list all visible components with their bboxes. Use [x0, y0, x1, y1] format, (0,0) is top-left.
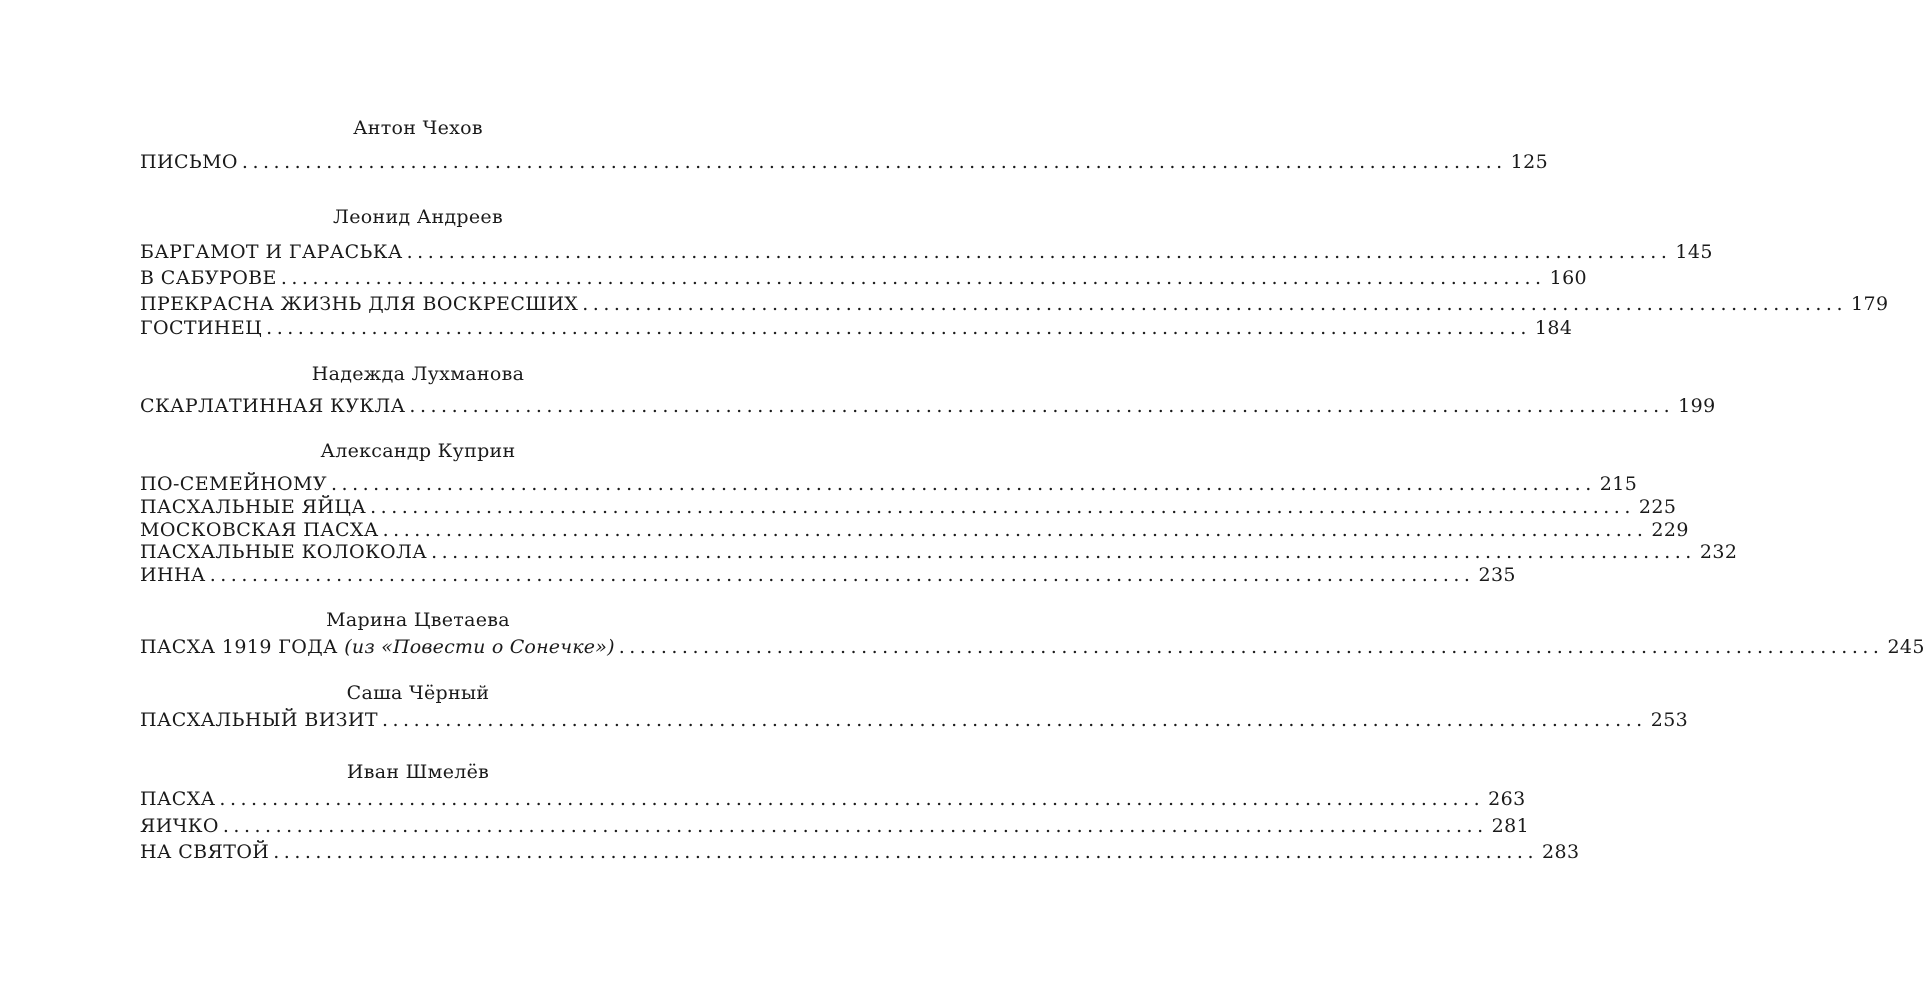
entry-title: ЯИЧКО: [140, 815, 219, 837]
entry-title: ПО-СЕМЕЙНОМУ: [140, 473, 327, 495]
toc-entry: [140, 240, 1713, 264]
dot-leader: ........................................................................................................................: [618, 636, 1884, 658]
entry-page-number: 253: [1650, 709, 1689, 731]
toc-entry: [140, 266, 1588, 290]
toc-entry: [140, 394, 1716, 418]
dot-leader: ........................................................................................................................: [222, 815, 1488, 837]
dot-leader: ........................................................................................................................: [381, 709, 1647, 731]
toc-entry: [140, 292, 1889, 316]
dot-leader: ........................................................................................................................: [409, 395, 1675, 417]
dot-leader: ........................................................................................................................: [241, 151, 1507, 173]
entry-title: ПАСХАЛЬНЫЕ ЯЙЦА: [140, 496, 367, 518]
dot-leader: ........................................................................................................................: [266, 317, 1531, 339]
author-heading: Антон Чехов: [353, 117, 483, 139]
dot-leader: ........................................................................................................................: [370, 496, 1635, 518]
entry-title: В САБУРОВЕ: [140, 267, 277, 289]
dot-leader: ........................................................................................................................: [273, 841, 1539, 863]
entry-page-number: 184: [1534, 317, 1573, 339]
entry-page-number: 229: [1651, 519, 1689, 541]
entry-page-number: 160: [1549, 267, 1588, 289]
toc-entry: [140, 150, 1549, 174]
dot-leader: ........................................................................................................................: [331, 473, 1596, 495]
entry-page-number: 281: [1491, 815, 1530, 837]
author-heading: Иван Шмелёв: [346, 761, 490, 783]
author-heading: Марина Цветаева: [326, 609, 510, 631]
toc-entry: [140, 495, 1677, 519]
entry-page-number: 179: [1851, 293, 1889, 315]
entry-page-number: 225: [1638, 496, 1677, 518]
dot-leader: ........................................................................................................................: [280, 267, 1546, 289]
toc-entry: [140, 814, 1530, 838]
entry-title: НА СВЯТОЙ: [140, 841, 270, 863]
entry-title: ПАСХАЛЬНЫЙ ВИЗИТ: [140, 709, 378, 731]
dot-leader: ........................................................................................................................: [582, 293, 1847, 315]
entry-title: ПИСЬМО: [140, 151, 238, 173]
entry-page-number: 199: [1678, 395, 1716, 417]
entry-page-number: 232: [1699, 541, 1738, 563]
entry-title-note: (из «Повести о Сонечке»): [344, 636, 615, 658]
entry-page-number: 215: [1599, 473, 1638, 495]
author-heading: Надежда Лухманова: [311, 363, 525, 385]
toc-entry: [140, 316, 1573, 340]
toc-entry: [140, 563, 1516, 587]
toc-entry: [140, 708, 1689, 732]
entry-title: ГОСТИНЕЦ: [140, 317, 263, 339]
entry-page-number: 263: [1488, 788, 1526, 810]
toc-entry: [140, 518, 1689, 542]
entry-page-number: 245: [1887, 636, 1925, 658]
entry-page-number: 283: [1542, 841, 1580, 863]
entry-title: МОСКОВСКАЯ ПАСХА: [140, 519, 379, 541]
entry-page-number: 145: [1675, 241, 1713, 263]
toc-entry: [140, 840, 1580, 864]
entry-page-number: 235: [1478, 564, 1516, 586]
dot-leader: ........................................................................................................................: [209, 564, 1475, 586]
entry-title-text: ПАСХА 1919 ГОДА: [140, 636, 338, 658]
entry-title: ИННА: [140, 564, 206, 586]
entry-title: БАРГАМОТ И ГАРАСЬКА: [140, 241, 403, 263]
author-heading: Леонид Андреев: [333, 206, 503, 228]
dot-leader: ........................................................................................................................: [406, 241, 1672, 263]
entry-title: СКАРЛАТИННАЯ КУКЛА: [140, 395, 406, 417]
dot-leader: ........................................................................................................................: [431, 541, 1696, 563]
dot-leader: ........................................................................................................................: [382, 519, 1648, 541]
entry-title: ПАСХАЛЬНЫЕ КОЛОКОЛА: [140, 541, 428, 563]
author-heading: Саша Чёрный: [346, 682, 490, 704]
toc-entry: [140, 635, 1925, 659]
toc-entry: [140, 472, 1638, 496]
entry-title: [140, 635, 615, 659]
dot-leader: ........................................................................................................................: [219, 788, 1485, 810]
toc-entry: [140, 540, 1738, 564]
entry-title: ПАСХА: [140, 788, 216, 810]
toc-entry: [140, 787, 1526, 811]
entry-title: ПРЕКРАСНА ЖИЗНЬ ДЛЯ ВОСКРЕСШИХ: [140, 293, 579, 315]
author-heading: Александр Куприн: [320, 440, 516, 462]
entry-page-number: 125: [1510, 151, 1549, 173]
